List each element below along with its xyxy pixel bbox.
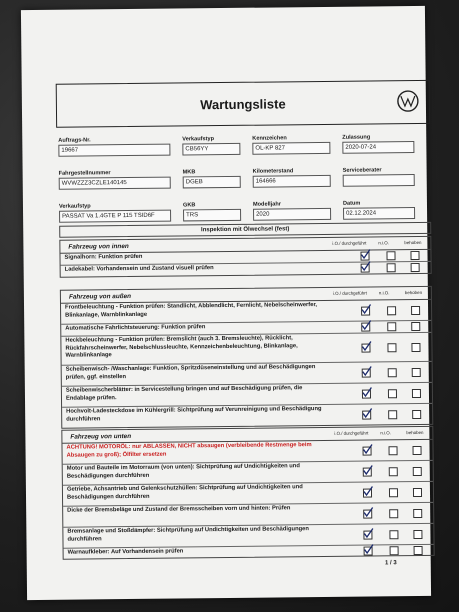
checkmark-icon <box>362 527 374 539</box>
title-box <box>56 80 430 128</box>
nio-checkbox[interactable] <box>388 410 397 419</box>
item-text: Scheibenwisch- /Waschanlage: Funktion, Spritzdüseneinstellung und auf Beschädigungen prüfen, ggf. einstellen <box>65 364 316 381</box>
column-header-behoben: behoben <box>406 429 424 436</box>
field-cell <box>343 167 415 196</box>
field-value[interactable]: CB56YY <box>182 143 240 156</box>
field-label: Fahrgestellnummer <box>58 170 111 177</box>
column-header-nio: n.i.O. <box>378 240 389 246</box>
nio-checkbox[interactable] <box>388 368 397 377</box>
item-text: Ladekabel: Vorhandensein und Zustand visuell prüfen <box>64 265 214 273</box>
behoben-checkbox[interactable] <box>411 342 420 351</box>
checklist-item <box>62 404 432 428</box>
field-label: GKB <box>182 202 196 209</box>
column-header-nio: n.i.O. <box>380 430 391 436</box>
field-value[interactable]: PASSAT Va 1.4GTE P 115 TSID6F <box>59 210 171 223</box>
checkmark-icon <box>359 248 371 260</box>
column-header-io: i.O./ durchgeführt <box>332 290 367 296</box>
checkmark-icon <box>362 485 374 497</box>
behoben-checkbox[interactable] <box>410 251 419 260</box>
item-text: Bremsanlage und Stoßdämpfer: Sichtprüfung auf Undichtigkeiten und Beschädigungen durchführen <box>67 526 309 543</box>
column-header-io: i.O./ durchgeführt <box>332 240 367 246</box>
field-cell <box>59 170 171 199</box>
checklist-item <box>61 333 431 366</box>
checkmark-icon <box>361 443 373 455</box>
behoben-checkbox[interactable] <box>411 263 420 272</box>
item-text: Frontbeleuchtung - Funktion prüfen: Standlicht, Abblendlicht, Fernlicht, Nebelscheinwerfer, Blinkanlage, Warnblinkanlage <box>65 302 318 319</box>
checkmark-icon <box>361 407 373 419</box>
field-label: Zulassung <box>342 134 371 141</box>
field-label: Verkaufstyp <box>58 203 91 210</box>
item-text: Scheibenwischerblätter: in Servicestellung bringen und auf Beschädigung prüfen, die Endablage prüfen. <box>65 385 303 402</box>
field-label: Kilometerstand <box>252 168 294 175</box>
column-header-behoben: behoben <box>404 289 423 296</box>
column-header-behoben: behoben <box>404 239 422 246</box>
behoben-checkbox[interactable] <box>411 322 420 331</box>
item-text: Signalhorn: Funktion prüfen <box>64 253 143 261</box>
checkmark-icon <box>362 464 374 476</box>
behoben-checkbox[interactable] <box>412 388 421 397</box>
checkmark-icon <box>360 340 372 352</box>
nio-checkbox[interactable] <box>389 488 398 497</box>
item-text: Warnaufkleber: Auf Vorhandensein prüfen <box>67 548 184 556</box>
field-cell <box>183 169 241 198</box>
field-cell <box>58 137 170 166</box>
page-number: 1 / 3 <box>385 560 397 567</box>
field-value[interactable]: 2020-07-24 <box>342 141 414 154</box>
checkmark-icon <box>360 303 372 315</box>
behoben-checkbox[interactable] <box>412 409 421 418</box>
behoben-checkbox[interactable] <box>413 445 422 454</box>
field-value[interactable]: 164666 <box>253 175 331 188</box>
page-title: Wartungsliste <box>200 95 286 112</box>
item-text: Hochvolt-Ladesteckdose im Kühlergrill: Sichtprüfung auf Verunreinigung und Beschädigung durchführen <box>66 406 322 423</box>
field-value[interactable] <box>343 174 415 187</box>
field-value[interactable]: 2020 <box>253 208 331 221</box>
section-0 <box>59 236 431 278</box>
nio-checkbox[interactable] <box>387 322 396 331</box>
checkmark-icon <box>360 319 372 331</box>
column-header-nio: n.i.O. <box>378 290 390 296</box>
field-value[interactable]: DGEB <box>183 176 241 189</box>
section-2 <box>61 426 434 560</box>
field-label: MKB <box>182 169 196 176</box>
field-value[interactable]: 02.12.2024 <box>343 207 415 220</box>
nio-checkbox[interactable] <box>387 343 396 352</box>
behoben-checkbox[interactable] <box>414 546 423 555</box>
item-text: Getriebe, Achsantrieb und Gelenkschutzhüllen: Sichtprüfung auf Undichtigkeiten und Beschädigungen durchführen <box>66 484 303 501</box>
checkmark-icon <box>360 260 372 272</box>
behoben-checkbox[interactable] <box>413 529 422 538</box>
nio-checkbox[interactable] <box>390 546 399 555</box>
field-label: Serviceberater <box>342 167 382 174</box>
maintenance-sheet <box>21 6 431 600</box>
nio-checkbox[interactable] <box>387 306 396 315</box>
section-1 <box>60 286 433 429</box>
field-value[interactable]: OL-KP 827 <box>252 142 330 155</box>
field-value[interactable]: TRS <box>183 209 241 222</box>
field-label: Modelljahr <box>252 201 281 208</box>
item-text: Motor und Bauteile im Motorraum (von unten): Sichtprüfung auf Undichtigkeiten und Beschädigungen durchführen <box>66 463 300 480</box>
section-title: Fahrzeug von innen <box>68 242 129 251</box>
behoben-checkbox[interactable] <box>413 487 422 496</box>
section-title: Fahrzeug von unten <box>70 432 132 441</box>
field-row <box>59 167 429 199</box>
behoben-checkbox[interactable] <box>412 367 421 376</box>
nio-checkbox[interactable] <box>389 530 398 539</box>
field-label: Auftrags-Nr. <box>58 137 91 144</box>
checkmark-icon <box>361 365 373 377</box>
behoben-checkbox[interactable] <box>413 466 422 475</box>
vehicle-fields <box>58 134 429 237</box>
field-cell <box>342 134 414 163</box>
nio-checkbox[interactable] <box>387 263 396 272</box>
field-value[interactable]: WVWZZZ3CZLE140145 <box>59 177 171 190</box>
field-cell <box>253 168 331 197</box>
field-cell <box>252 135 330 164</box>
item-text: Automatische Fahrlichtsteuerung: Funktion prüfen <box>65 324 206 332</box>
checkmark-icon <box>362 506 374 518</box>
checkmark-icon <box>361 386 373 398</box>
field-label: Verkaufstyp <box>182 136 215 143</box>
nio-checkbox[interactable] <box>389 467 398 476</box>
behoben-checkbox[interactable] <box>413 508 422 517</box>
checkmark-icon <box>363 543 375 555</box>
column-header-io: i.O./ durchgeführt <box>334 430 369 436</box>
field-cell <box>182 136 240 165</box>
item-text: Dicke der Bremsbeläge und Zustand der Bremsscheiben vorn und hinten: Prüfen <box>67 505 291 514</box>
behoben-checkbox[interactable] <box>411 305 420 314</box>
field-label: Kennzeichen <box>252 135 287 142</box>
field-row <box>58 134 428 166</box>
field-label: Datum <box>342 200 361 207</box>
vw-logo-icon <box>397 90 419 112</box>
nio-checkbox[interactable] <box>388 389 397 398</box>
inspection-title: Inspektion mit Ölwechsel (fest) <box>59 222 431 238</box>
field-value[interactable]: 19667 <box>58 144 170 157</box>
item-text: Heckbeleuchtung - Funktion prüfen: Bremslicht (auch 3. Bremsleuchte), Rücklicht, Rückfahrscheinwerfer, Nebelschlussleuchte, Kennzeichenbeleuchtung, Blinkanlage, Warnblinkanlage <box>65 335 298 359</box>
nio-checkbox[interactable] <box>389 509 398 518</box>
nio-checkbox[interactable] <box>389 446 398 455</box>
item-text: ACHTUNG! MOTORÖL: nur ABLASSEN, NICHT absaugen (verbleibende Restmenge beim Absaugen zu groß); Ölfilter ersetzen <box>66 442 312 459</box>
nio-checkbox[interactable] <box>386 251 395 260</box>
section-title: Fahrzeug von außen <box>68 292 132 301</box>
